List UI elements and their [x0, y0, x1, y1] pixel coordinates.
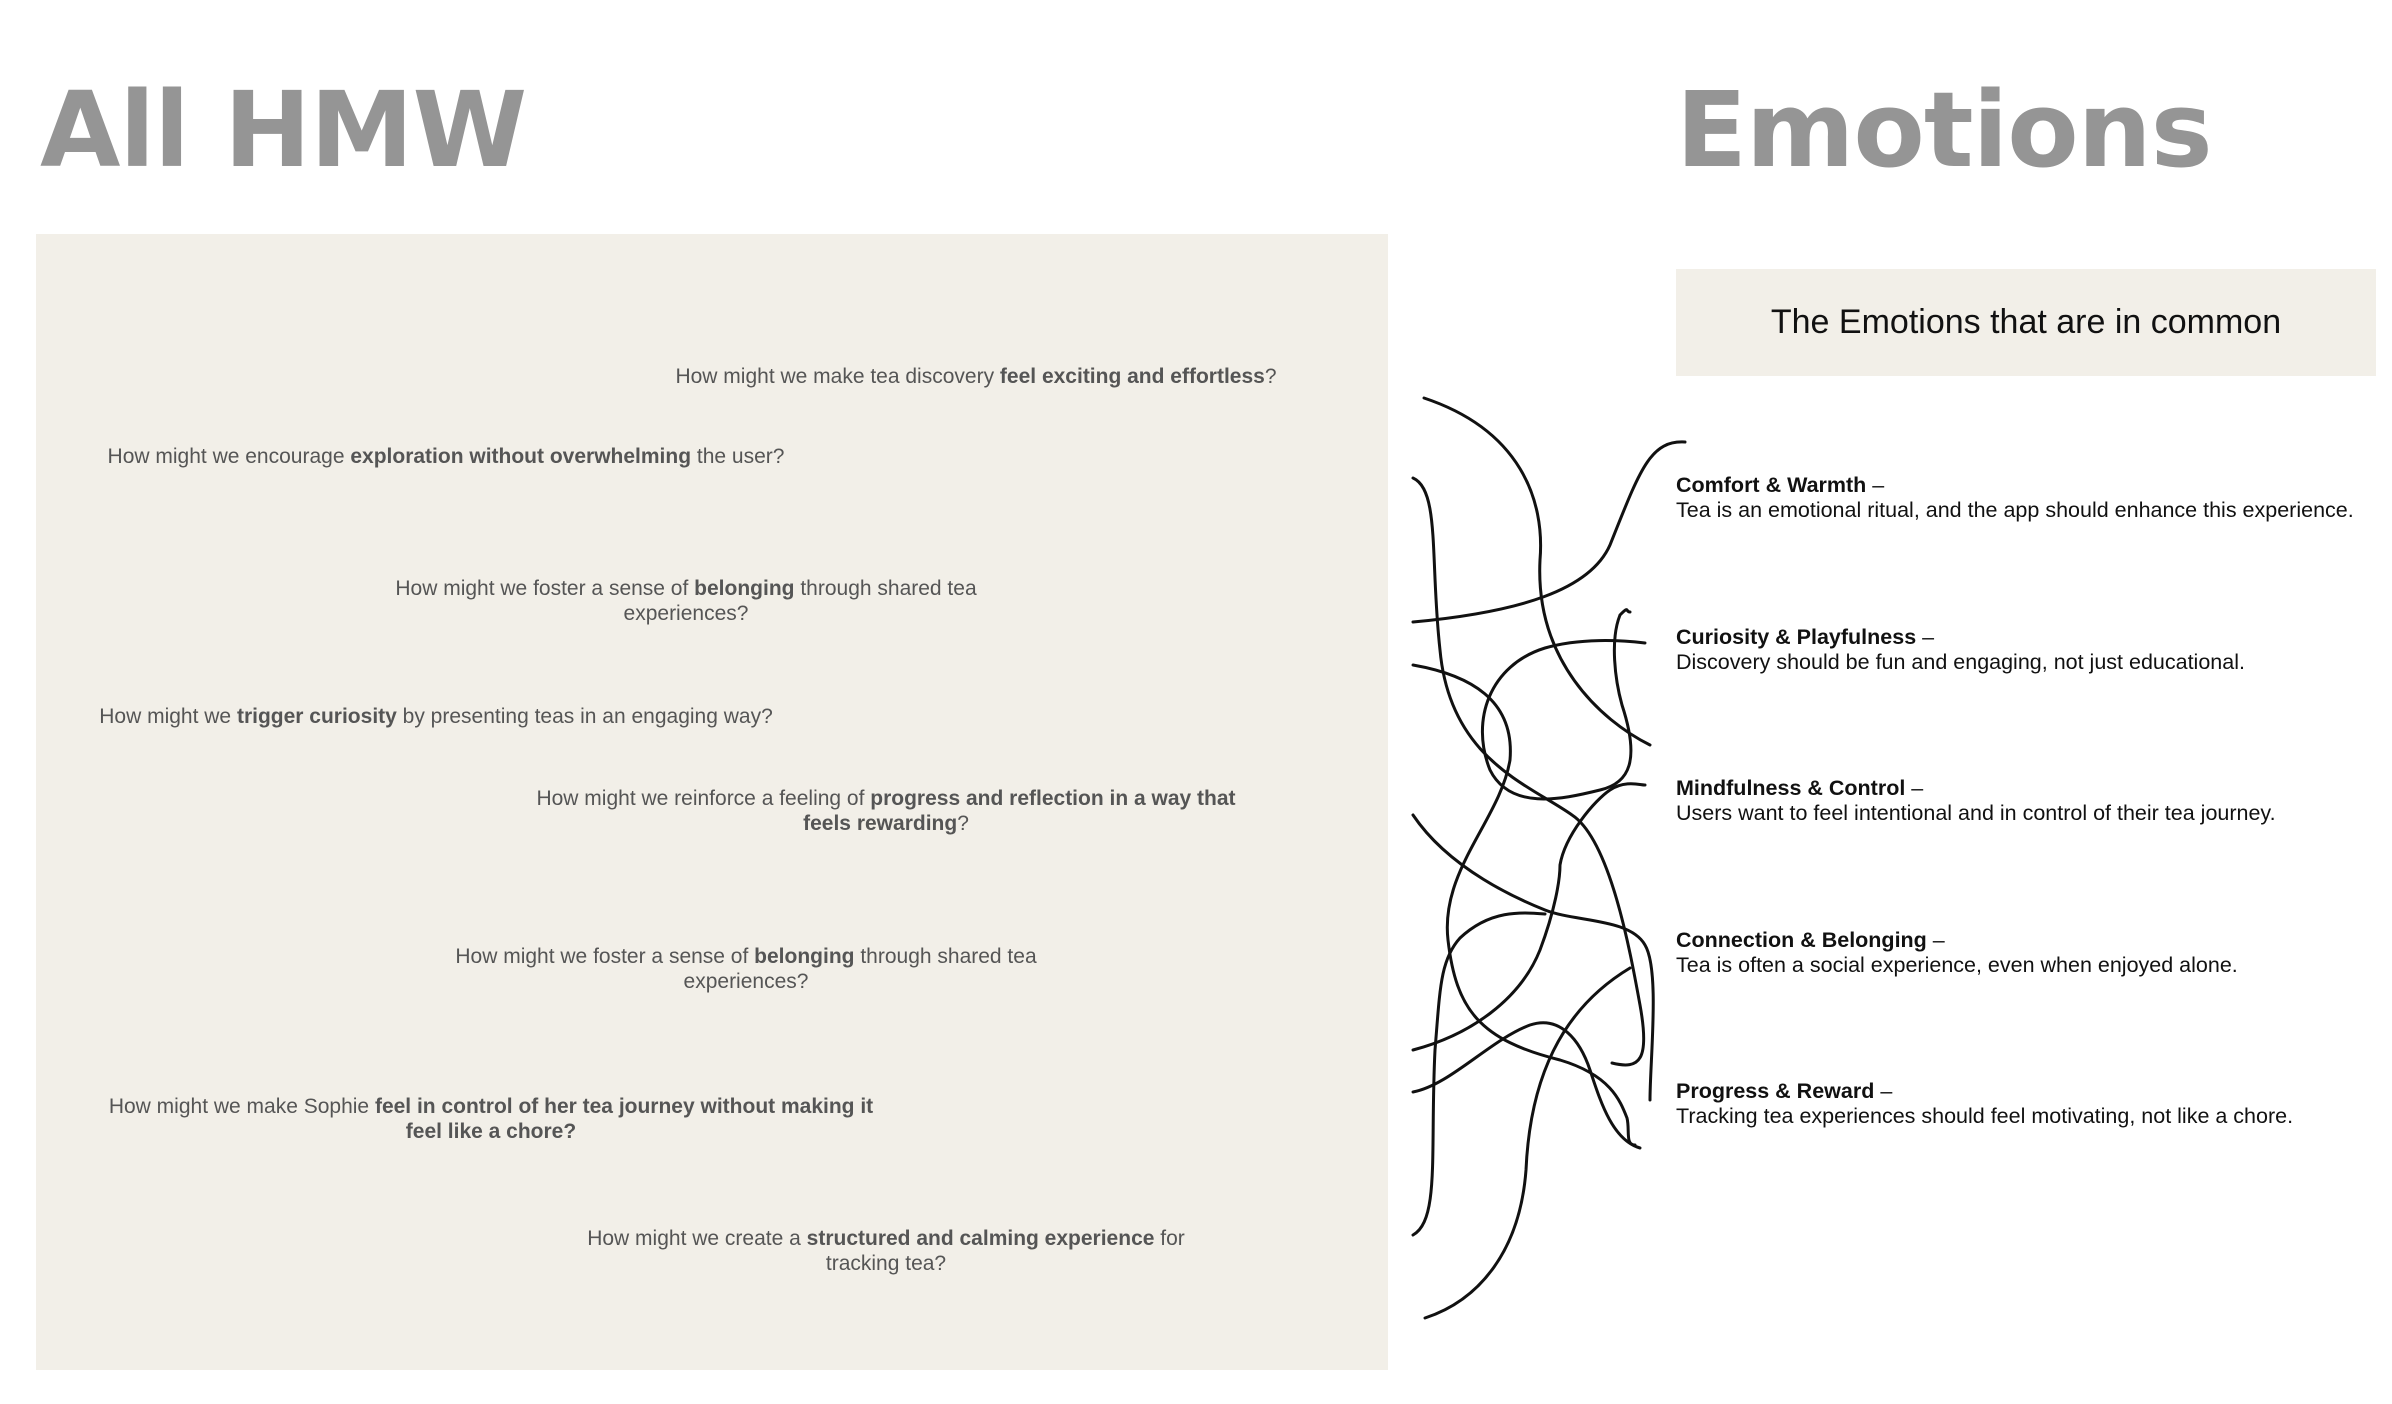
hmw-text: ?: [957, 812, 969, 835]
emotion-description: Tea is often a social experience, even when enjoyed alone.: [1676, 953, 2238, 977]
hmw-text: How might we create a: [587, 1227, 807, 1250]
emotions-heading: Emotions: [1676, 69, 2212, 191]
connector-line: [1413, 665, 1635, 1145]
emotion-name: Curiosity & Playfulness: [1676, 625, 1917, 649]
hmw-emphasis: progress and reflection in a way that: [870, 787, 1236, 810]
hmw-emphasis: belonging: [694, 577, 795, 600]
hmw-text: the user?: [691, 445, 785, 468]
emotion-name: Comfort & Warmth: [1676, 473, 1867, 497]
connector-line: [1425, 968, 1630, 1318]
hmw-emphasis: belonging: [754, 945, 855, 968]
hmw-text: experiences?: [683, 970, 809, 993]
emotion-name: Mindfulness & Control: [1676, 776, 1906, 800]
connector-line: [1413, 478, 1644, 1065]
all-hmw-heading: All HMW: [40, 69, 527, 191]
emotion-description: Users want to feel intentional and in control of their tea journey.: [1676, 801, 2276, 825]
hmw-emphasis: feel in control of her tea journey without making it: [374, 1095, 874, 1118]
hmw-emphasis: structured and calming experience: [806, 1227, 1155, 1250]
emotion-description: Tea is an emotional ritual, and the app should enhance this experience.: [1676, 498, 2354, 522]
hmw-text: by presenting teas in an engaging way?: [396, 705, 773, 728]
hmw-emphasis: feel exciting and effortless: [999, 365, 1265, 388]
emotion-dash: –: [1916, 625, 1935, 649]
emotion-description: Tracking tea experiences should feel motivating, not like a chore.: [1676, 1104, 2294, 1128]
hmw-text: for: [1154, 1227, 1185, 1250]
emotion-dash: –: [1905, 776, 1924, 800]
emotion-dash: –: [1926, 928, 1945, 952]
connector-line: [1413, 442, 1685, 622]
hmw-text: How might we encourage: [107, 445, 351, 468]
hmw-text: through shared tea: [854, 945, 1037, 968]
emotion-name: Progress & Reward: [1676, 1079, 1875, 1103]
hmw-text: How might we make Sophie: [108, 1095, 375, 1118]
emotion-description: Discovery should be fun and engaging, not just educational.: [1676, 650, 2245, 674]
hmw-text: How might we: [99, 705, 237, 728]
connector-line: [1424, 398, 1650, 745]
hmw-text: How might we foster a sense of: [455, 945, 755, 968]
hmw-text: How might we make tea discovery: [675, 365, 1000, 388]
hmw-emphasis: trigger curiosity: [236, 705, 397, 728]
hmw-text: How might we reinforce a feeling of: [536, 787, 871, 810]
emotion-dash: –: [1866, 473, 1885, 497]
common-emotions-label: The Emotions that are in common: [1770, 303, 2282, 341]
hmw-text: ?: [1264, 365, 1277, 388]
hmw-text: How might we foster a sense of: [395, 577, 695, 600]
hmw-emphasis: feels rewarding: [803, 812, 958, 835]
hmw-text: experiences?: [623, 602, 749, 625]
emotion-dash: –: [1874, 1079, 1893, 1103]
hmw-text: through shared tea: [794, 577, 977, 600]
hmw-text: tracking tea?: [825, 1252, 947, 1275]
hmw-emphasis: feel like a chore?: [405, 1120, 577, 1143]
emotion-name: Connection & Belonging: [1676, 928, 1927, 952]
hmw-emphasis: exploration without overwhelming: [350, 445, 692, 468]
